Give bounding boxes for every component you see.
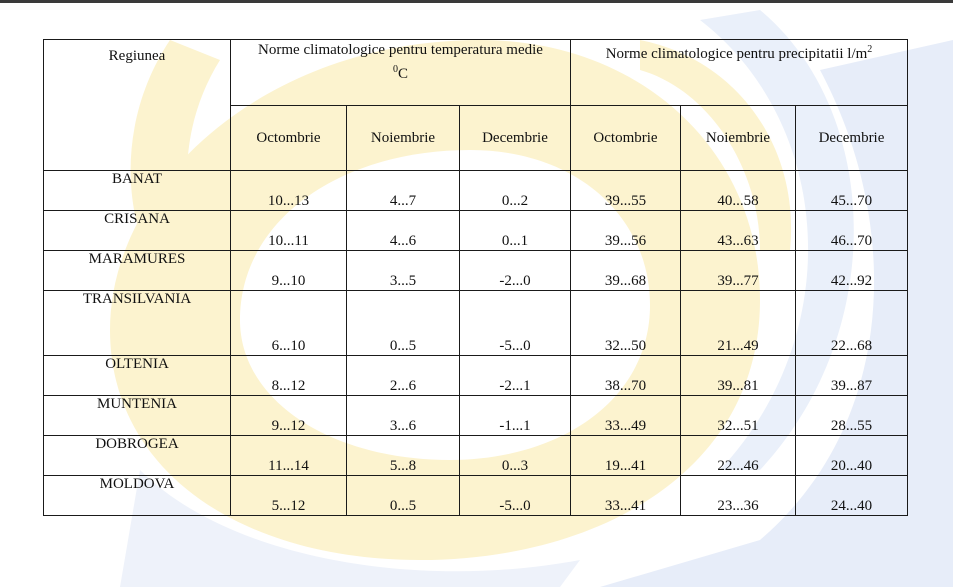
value-cell: 45...70 xyxy=(796,171,908,211)
value-cell: 8...12 xyxy=(231,356,347,396)
value-cell: 24...40 xyxy=(796,476,908,516)
value-cell: 11...14 xyxy=(231,436,347,476)
value-cell: 46...70 xyxy=(796,211,908,251)
value-cell: 10...11 xyxy=(231,211,347,251)
table-row xyxy=(44,356,908,396)
value-cell: 22...46 xyxy=(681,436,796,476)
value-cell: 9...12 xyxy=(231,396,347,436)
header-region-label: Regiunea xyxy=(108,48,166,64)
value-cell: 40...58 xyxy=(681,171,796,211)
value-cell: -5...0 xyxy=(460,291,571,356)
table-header-row xyxy=(44,40,908,106)
value-cell: 39...56 xyxy=(571,211,681,251)
region-cell: MUNTENIA xyxy=(44,396,231,436)
temperature-unit: C xyxy=(397,66,408,82)
value-cell: 33...41 xyxy=(571,476,681,516)
value-cell: 19...41 xyxy=(571,436,681,476)
value-cell: 0...2 xyxy=(460,171,571,211)
header-month-cell: Octombrie xyxy=(571,106,681,171)
value-cell: 0...5 xyxy=(347,476,460,516)
value-cell: 4...7 xyxy=(347,171,460,211)
table-row xyxy=(44,436,908,476)
table-row xyxy=(44,251,908,291)
value-cell: 39...55 xyxy=(571,171,681,211)
table-row xyxy=(44,291,908,356)
value-cell: 33...49 xyxy=(571,396,681,436)
value-cell: -1...1 xyxy=(460,396,571,436)
temperature-degree-sup: 0 xyxy=(392,64,398,75)
header-precipitation-group xyxy=(571,40,908,106)
table-row xyxy=(44,396,908,436)
region-cell: MOLDOVA xyxy=(44,476,231,516)
value-cell: 2...6 xyxy=(347,356,460,396)
value-cell: 0...1 xyxy=(460,211,571,251)
header-temperature-label: Norme climatologice pentru temperatura medie xyxy=(258,42,543,58)
region-cell: MARAMURES xyxy=(44,251,231,291)
value-cell: 3...6 xyxy=(347,396,460,436)
value-cell: 0...5 xyxy=(347,291,460,356)
table-row xyxy=(44,476,908,516)
header-month-cell: Decembrie xyxy=(796,106,908,171)
header-temperature-group xyxy=(231,40,571,106)
value-cell: -2...0 xyxy=(460,251,571,291)
value-cell: 22...68 xyxy=(796,291,908,356)
value-cell: 10...13 xyxy=(231,171,347,211)
region-cell: BANAT xyxy=(44,171,231,211)
climate-norms-table xyxy=(43,39,908,516)
region-cell: TRANSILVANIA xyxy=(44,291,231,356)
table-row xyxy=(44,211,908,251)
value-cell: 28...55 xyxy=(796,396,908,436)
header-month-cell: Octombrie xyxy=(231,106,347,171)
value-cell: 3...5 xyxy=(347,251,460,291)
value-cell: 5...8 xyxy=(347,436,460,476)
value-cell: 39...68 xyxy=(571,251,681,291)
value-cell: 39...77 xyxy=(681,251,796,291)
value-cell: 4...6 xyxy=(347,211,460,251)
header-month-cell: Noiembrie xyxy=(681,106,796,171)
value-cell: 6...10 xyxy=(231,291,347,356)
header-precipitation-label: Norme climatologice pentru precipitatii l/m xyxy=(605,46,868,62)
value-cell: -2...1 xyxy=(460,356,571,396)
value-cell: 42...92 xyxy=(796,251,908,291)
value-cell: 38...70 xyxy=(571,356,681,396)
value-cell: 5...12 xyxy=(231,476,347,516)
region-cell: CRISANA xyxy=(44,211,231,251)
value-cell: 21...49 xyxy=(681,291,796,356)
value-cell: 0...3 xyxy=(460,436,571,476)
value-cell: 43...63 xyxy=(681,211,796,251)
value-cell: 9...10 xyxy=(231,251,347,291)
value-cell: -5...0 xyxy=(460,476,571,516)
region-cell: OLTENIA xyxy=(44,356,231,396)
precipitation-unit-sup: 2 xyxy=(867,44,873,55)
value-cell: 32...51 xyxy=(681,396,796,436)
header-month-cell: Noiembrie xyxy=(347,106,460,171)
value-cell: 39...87 xyxy=(796,356,908,396)
value-cell: 23...36 xyxy=(681,476,796,516)
header-region xyxy=(44,40,231,171)
table-row xyxy=(44,171,908,211)
value-cell: 32...50 xyxy=(571,291,681,356)
header-month-cell: Decembrie xyxy=(460,106,571,171)
region-cell: DOBROGEA xyxy=(44,436,231,476)
value-cell: 39...81 xyxy=(681,356,796,396)
value-cell: 20...40 xyxy=(796,436,908,476)
